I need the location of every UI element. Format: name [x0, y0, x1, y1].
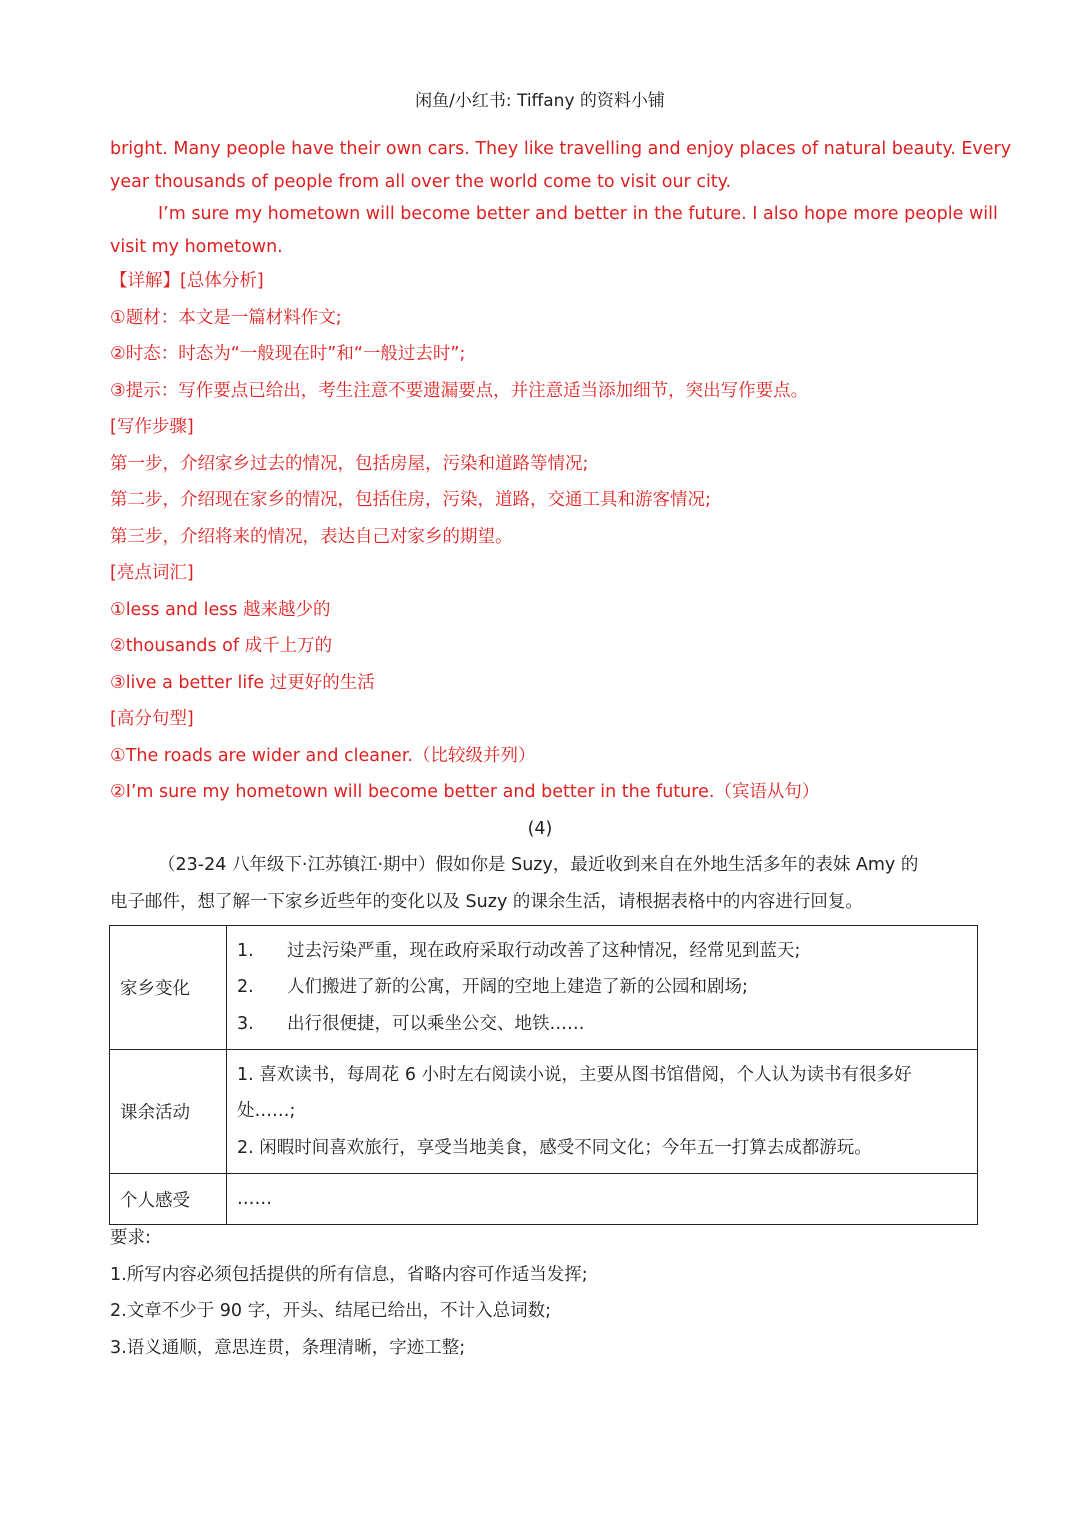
analysis-item: ②时态：时态为“一般现在时”和“一般过去时”;	[110, 344, 466, 364]
requirements	[110, 1220, 970, 1366]
analysis-item: ③提示：写作要点已给出，考生注意不要遗漏要点，并注意适当添加细节，突出写作要点。	[110, 380, 809, 401]
item-number: 3.	[237, 1013, 254, 1034]
question-number: (4)	[527, 818, 553, 839]
table-row	[110, 926, 978, 1050]
list-item: 2. 闲暇时间喜欢旅行，享受当地美食，感受不同文化；今年五一打算去成都游玩。	[237, 1137, 872, 1158]
question-prompt: （23-24 八年级下·江苏镇江·期中）假如你是 Suzy，最近收到来自在外地生活多年的表妹 Amy 的	[158, 855, 919, 875]
question-prompt: 电子邮件，想了解一下家乡近些年的变化以及 Suzy 的课余生活，请根据表格中的内容进行回复。	[110, 891, 863, 912]
list-item	[237, 969, 967, 1006]
item-text: 过去污染严重，现在政府采取行动改善了这种情况，经常见到蓝天;	[287, 940, 801, 961]
list-item	[237, 1006, 967, 1043]
item-number: 2.	[237, 977, 254, 998]
row-label: 个人感受	[110, 1174, 227, 1225]
table-row	[110, 1050, 978, 1174]
list-item	[237, 933, 967, 970]
sentence-item: ①The roads are wider and cleaner.（比较级并列）	[110, 745, 536, 766]
requirement-item: 3.语义通顺，意思连贯，条理清晰，字迹工整;	[110, 1337, 466, 1358]
item-number: 1.	[237, 940, 254, 961]
item-text: 人们搬进了新的公寓，开阔的空地上建造了新的公园和剧场;	[287, 977, 748, 998]
list-item: ……	[237, 1188, 272, 1209]
essay-line: year thousands of people from all over the world come to visit our city.	[110, 171, 732, 192]
requirement-item: 2.文章不少于 90 字，开头、结尾已给出，不计入总词数;	[110, 1301, 551, 1321]
step-item: 第一步，介绍家乡过去的情况，包括房屋，污染和道路等情况;	[110, 453, 589, 474]
row-content	[227, 1174, 978, 1225]
list-item: 1. 喜欢读书，每周花 6 小时左右阅读小说，主要从图书馆借阅，个人认为读书有很多好	[237, 1064, 912, 1085]
step-item: 第二步，介绍现在家乡的情况，包括住房，污染，道路，交通工具和游客情况;	[110, 490, 711, 510]
step-item: 第三步，介绍将来的情况，表达自己对家乡的期望。	[110, 526, 513, 547]
row-label: 课余活动	[110, 1050, 227, 1174]
steps-heading: [写作步骤]	[110, 417, 194, 437]
essay-and-analysis	[110, 133, 1012, 920]
page-header: 闲鱼/小红书: Tiffany 的资料小铺	[415, 91, 665, 111]
row-label: 家乡变化	[110, 926, 227, 1050]
essay-line: bright. Many people have their own cars. They like travelling and enjoy places of natural beauty. Every	[110, 139, 1012, 159]
requirements-heading: 要求:	[110, 1228, 151, 1248]
vocab-item: ①less and less 越来越少的	[110, 599, 331, 620]
vocab-item: ②thousands of 成千上万的	[110, 636, 333, 656]
table-row	[110, 1174, 978, 1225]
analysis-heading: 【详解】[总体分析]	[110, 271, 264, 291]
sentence-heading: [高分句型]	[110, 709, 194, 729]
essay-line: visit my hometown.	[110, 236, 283, 257]
analysis-item: ①题材：本文是一篇材料作文;	[110, 307, 342, 328]
row-content	[227, 1050, 978, 1174]
sentence-item: ②I’m sure my hometown will become better and better in the future.（宾语从句）	[110, 782, 820, 802]
vocab-item: ③live a better life 过更好的生活	[110, 672, 375, 693]
info-table	[109, 925, 978, 1225]
requirement-item: 1.所写内容必须包括提供的所有信息，省略内容可作适当发挥;	[110, 1264, 588, 1285]
item-text: 出行很便捷，可以乘坐公交、地铁……	[287, 1013, 585, 1034]
essay-line: I’m sure my hometown will become better and better in the future. I also hope more people will	[158, 204, 998, 224]
list-item: 处……;	[237, 1101, 296, 1122]
row-content	[227, 926, 978, 1050]
vocab-heading: [亮点词汇]	[110, 563, 194, 583]
